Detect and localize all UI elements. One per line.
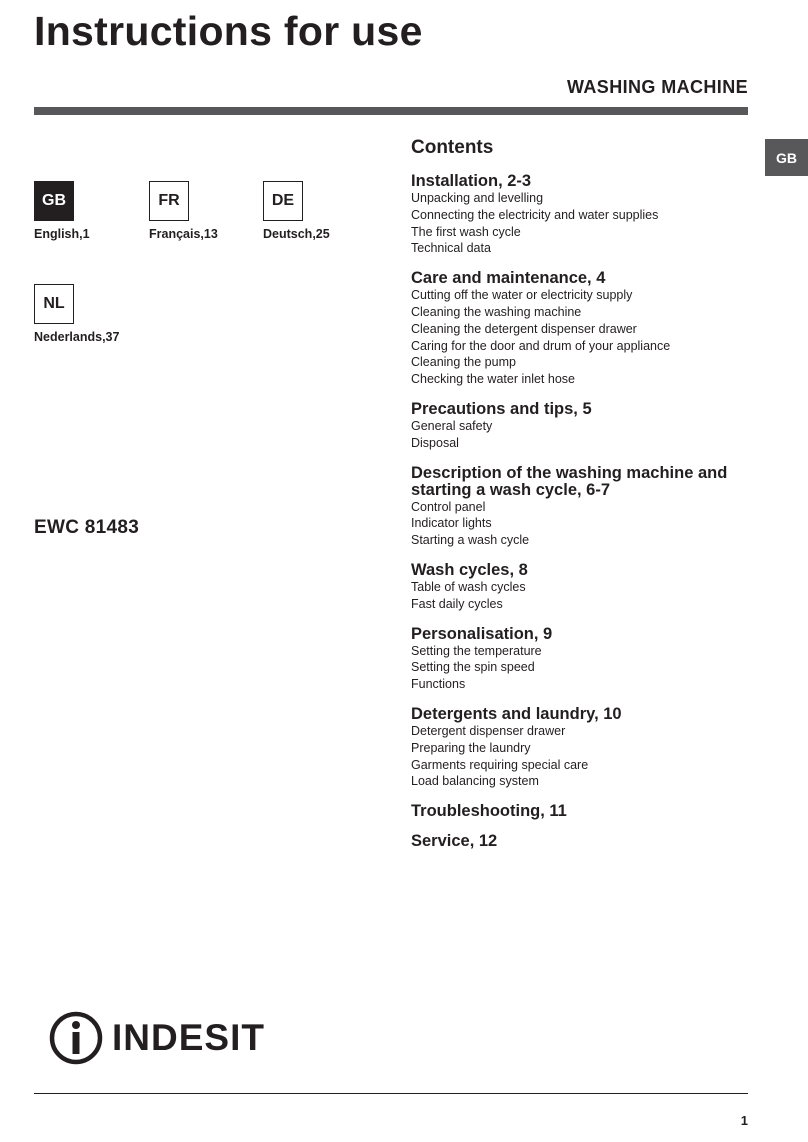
toc-item[interactable]: Technical data xyxy=(411,241,491,256)
toc-heading[interactable]: Detergents and laundry, 10 xyxy=(411,704,622,723)
language-code-box: DE xyxy=(263,181,303,221)
model-number: EWC 81483 xyxy=(34,517,140,538)
toc-heading[interactable]: Personalisation, 9 xyxy=(411,624,553,643)
toc-item[interactable]: Cleaning the pump xyxy=(411,355,516,370)
language-label: Français,13 xyxy=(149,227,218,241)
toc-item[interactable]: Checking the water inlet hose xyxy=(411,372,575,387)
side-language-tab[interactable]: GB xyxy=(765,139,808,176)
toc-item[interactable]: Connecting the electricity and water supplies xyxy=(411,207,659,222)
page-subtitle: WASHING MACHINE xyxy=(567,77,748,97)
indesit-logo-icon xyxy=(48,1010,104,1066)
page-title: Instructions for use xyxy=(34,8,423,54)
language-code-box: FR xyxy=(149,181,189,221)
toc-item[interactable]: Caring for the door and drum of your appliance xyxy=(411,338,671,353)
bottom-rule xyxy=(34,1093,748,1094)
toc-item[interactable]: Setting the spin speed xyxy=(411,660,535,675)
language-label: Deutsch,25 xyxy=(263,227,330,241)
language-gb[interactable] xyxy=(34,181,144,241)
table-of-contents xyxy=(411,173,751,863)
toc-heading[interactable]: Troubleshooting, 11 xyxy=(411,802,567,821)
toc-heading[interactable]: Service, 12 xyxy=(411,832,498,851)
toc-item[interactable]: Disposal xyxy=(411,435,459,450)
toc-item[interactable]: Unpacking and levelling xyxy=(411,191,544,205)
toc-item[interactable]: Table of wash cycles xyxy=(411,579,526,594)
toc-item[interactable]: Starting a wash cycle xyxy=(411,533,530,548)
toc-section xyxy=(411,270,751,388)
toc-item[interactable]: Fast daily cycles xyxy=(411,596,503,611)
toc-item[interactable]: Cleaning the detergent dispenser drawer xyxy=(411,321,637,336)
page-number: 1 xyxy=(740,1113,748,1128)
language-fr[interactable] xyxy=(149,181,259,241)
top-rule xyxy=(34,107,748,115)
brand-logo xyxy=(48,1010,265,1066)
language-label: English,1 xyxy=(34,227,90,241)
language-nl[interactable] xyxy=(34,284,144,344)
toc-item[interactable]: General safety xyxy=(411,418,493,433)
contents-title: Contents xyxy=(411,137,494,158)
toc-heading[interactable]: Description of the washing machine and starting a wash cycle, 6-7 xyxy=(411,463,728,499)
toc-item[interactable]: Detergent dispenser drawer xyxy=(411,723,566,738)
toc-heading[interactable]: Care and maintenance, 4 xyxy=(411,269,606,288)
toc-item[interactable]: Cleaning the washing machine xyxy=(411,304,582,319)
toc-section xyxy=(411,465,751,549)
toc-item[interactable]: Preparing the laundry xyxy=(411,740,531,755)
toc-section xyxy=(411,626,751,693)
toc-heading[interactable]: Installation, 2-3 xyxy=(411,172,532,190)
language-de[interactable] xyxy=(263,181,373,241)
language-code-box: NL xyxy=(34,284,74,324)
toc-item[interactable]: Cutting off the water or electricity supply xyxy=(411,288,633,303)
language-label: Nederlands,37 xyxy=(34,330,120,344)
toc-section xyxy=(411,803,751,820)
toc-item[interactable]: Control panel xyxy=(411,499,486,514)
toc-item[interactable]: Setting the temperature xyxy=(411,643,542,658)
toc-section xyxy=(411,706,751,790)
toc-section xyxy=(411,562,751,613)
toc-section xyxy=(411,173,751,257)
brand-name: INDESIT xyxy=(112,1017,265,1058)
language-code-box: GB xyxy=(34,181,74,221)
toc-item[interactable]: Indicator lights xyxy=(411,516,492,531)
toc-heading[interactable]: Wash cycles, 8 xyxy=(411,560,528,579)
toc-item[interactable]: Garments requiring special care xyxy=(411,757,589,772)
toc-section xyxy=(411,401,751,452)
toc-section xyxy=(411,833,751,850)
toc-item[interactable]: Load balancing system xyxy=(411,774,539,789)
toc-heading[interactable]: Precautions and tips, 5 xyxy=(411,399,592,418)
toc-item[interactable]: The first wash cycle xyxy=(411,224,521,239)
toc-item[interactable]: Functions xyxy=(411,677,466,692)
